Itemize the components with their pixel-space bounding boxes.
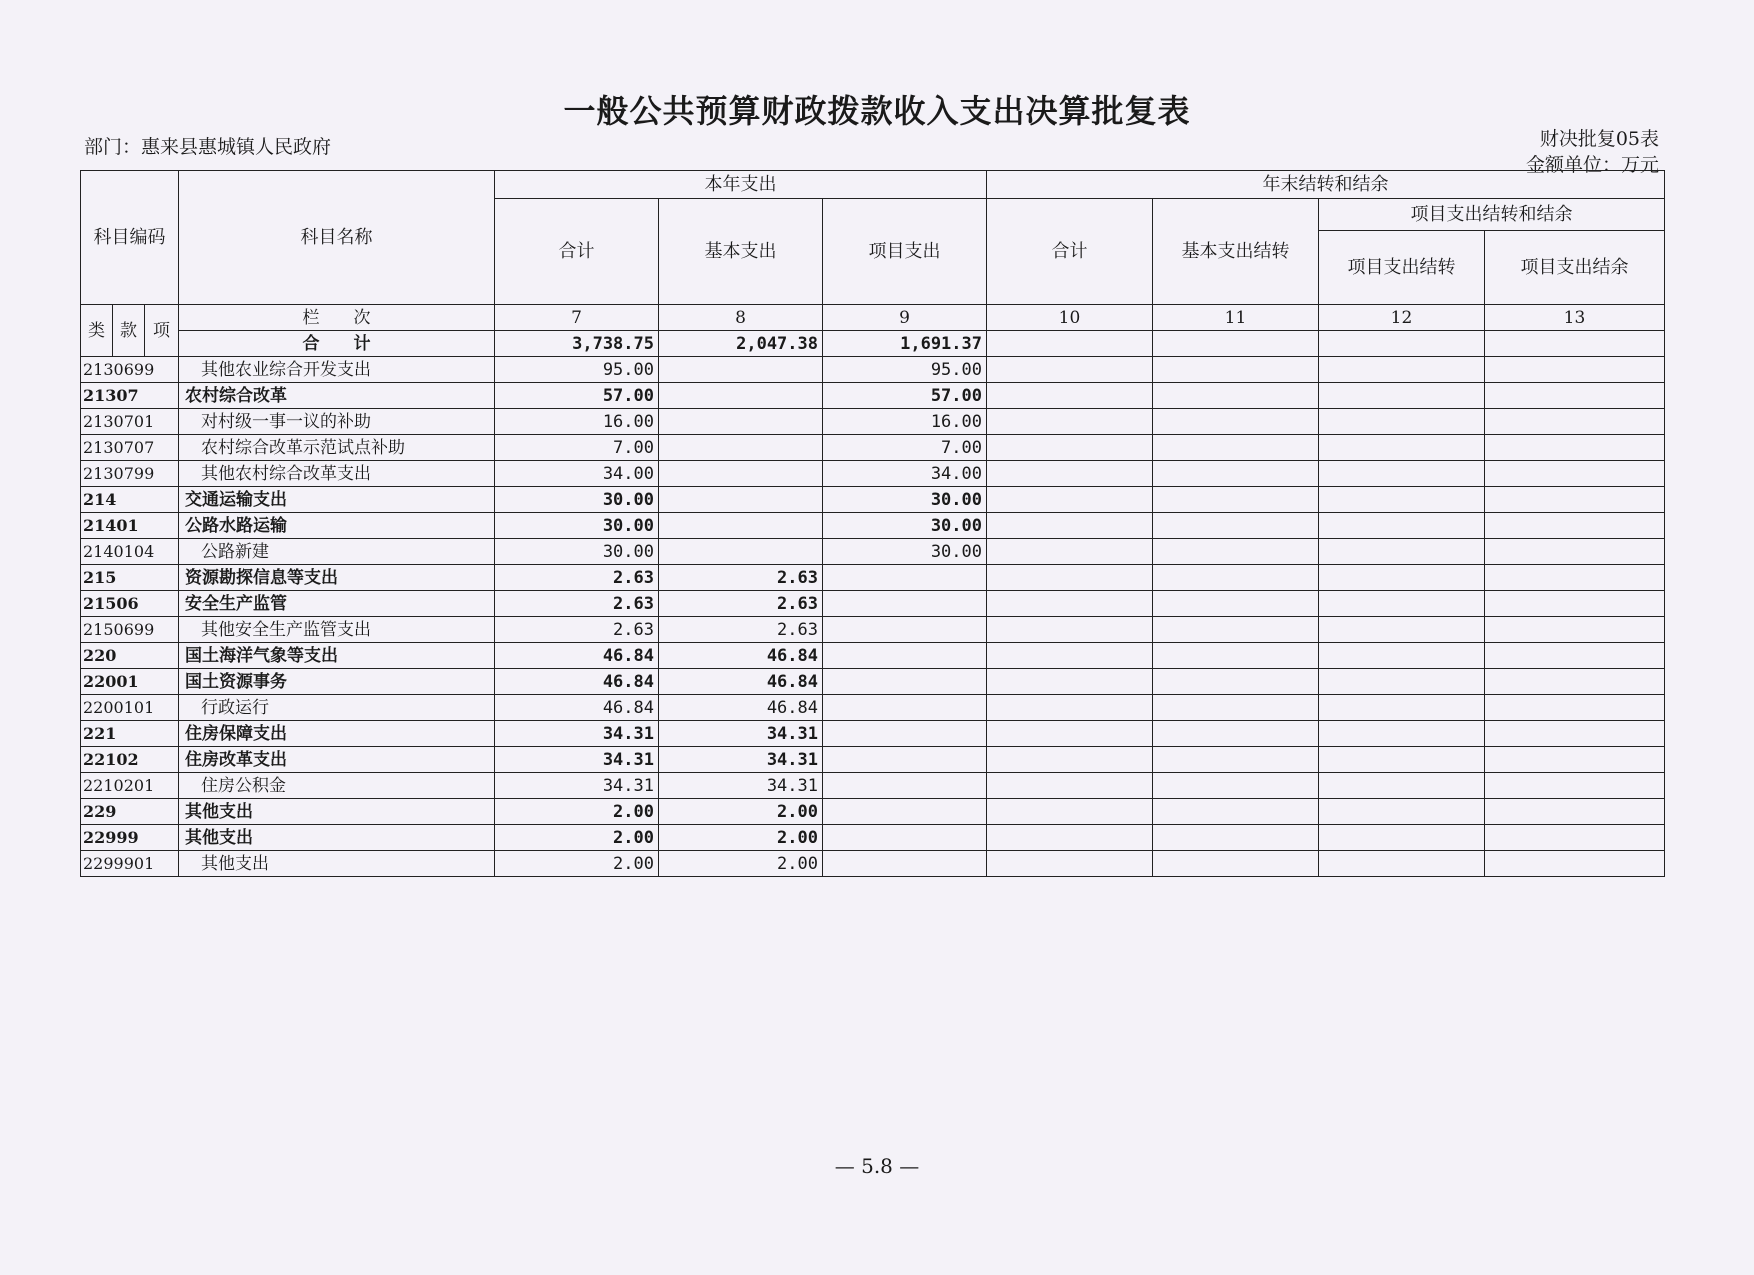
year-end-cell (1153, 565, 1319, 591)
year-end-cell (987, 591, 1153, 617)
year-end-cell (987, 721, 1153, 747)
col-num: 13 (1485, 305, 1665, 331)
column-index-label: 栏 次 (179, 305, 495, 331)
year-end-cell (1153, 383, 1319, 409)
year-end-cell (1319, 851, 1485, 877)
year-end-cell (1485, 851, 1665, 877)
subject-code-cell: 21506 (81, 591, 179, 617)
year-end-cell (1153, 539, 1319, 565)
project-cell (823, 773, 987, 799)
subject-name-cell: 住房公积金 (179, 773, 495, 799)
year-end-cell (1319, 539, 1485, 565)
project-cell: 57.00 (823, 383, 987, 409)
project-cell (823, 591, 987, 617)
year-end-cell (1153, 825, 1319, 851)
subject-name-cell: 其他农村综合改革支出 (179, 461, 495, 487)
col-num: 10 (987, 305, 1153, 331)
year-end-cell (987, 799, 1153, 825)
project-cell (823, 721, 987, 747)
year-end-cell (987, 409, 1153, 435)
year-end-cell (1485, 513, 1665, 539)
project-cell: 16.00 (823, 409, 987, 435)
subject-name-cell: 农村综合改革示范试点补助 (179, 435, 495, 461)
year-end-cell (1153, 513, 1319, 539)
form-number: 财决批复05表 (1539, 128, 1659, 150)
year-end-cell (1319, 669, 1485, 695)
table-row (81, 591, 1665, 617)
year-end-cell (1319, 435, 1485, 461)
year-end-cell (1319, 643, 1485, 669)
year-end-cell (987, 435, 1153, 461)
year-end-cell (1485, 565, 1665, 591)
col-num: 7 (495, 305, 659, 331)
total-cell: 34.31 (495, 747, 659, 773)
basic-cell (659, 409, 823, 435)
project-cell: 30.00 (823, 487, 987, 513)
subject-name-cell: 公路水路运输 (179, 513, 495, 539)
page-number: — 5.8 — (834, 1154, 920, 1178)
year-end-cell (1319, 825, 1485, 851)
subject-code-cell: 229 (81, 799, 179, 825)
year-end-cell (1319, 513, 1485, 539)
year-end-cell (1319, 409, 1485, 435)
year-end-cell (1153, 669, 1319, 695)
subject-code-cell: 2130699 (81, 357, 179, 383)
subject-name-cell: 其他支出 (179, 825, 495, 851)
amount-unit: 金额单位：万元 (1525, 154, 1659, 176)
total-row-basic: 2,047.38 (659, 331, 823, 357)
subject-code-cell: 22999 (81, 825, 179, 851)
table-row (81, 617, 1665, 643)
year-end-cell (1153, 851, 1319, 877)
subject-name-cell: 住房保障支出 (179, 721, 495, 747)
subject-code-cell: 2200101 (81, 695, 179, 721)
year-end-cell (987, 461, 1153, 487)
basic-cell: 2.63 (659, 565, 823, 591)
lei-header: 类 (81, 305, 113, 357)
total-cell: 46.84 (495, 643, 659, 669)
basic-cell (659, 435, 823, 461)
xiang-header: 项 (145, 305, 179, 357)
year-end-cell (987, 773, 1153, 799)
project-cell (823, 617, 987, 643)
col-num: 12 (1319, 305, 1485, 331)
project-balance-header: 项目支出结余 (1485, 231, 1665, 305)
year-end-cell (1153, 799, 1319, 825)
total-cell: 2.63 (495, 565, 659, 591)
subject-name-cell: 公路新建 (179, 539, 495, 565)
basic-cell: 2.63 (659, 591, 823, 617)
year-end-cell (1485, 695, 1665, 721)
year-end-cell (1319, 799, 1485, 825)
basic-cell: 46.84 (659, 643, 823, 669)
basic-cell: 2.63 (659, 617, 823, 643)
total-cell: 2.00 (495, 799, 659, 825)
project-cell (823, 747, 987, 773)
subject-code-cell: 2130701 (81, 409, 179, 435)
page-title: 一般公共预算财政拨款收入支出决算批复表 (563, 92, 1191, 130)
subject-code-cell: 21307 (81, 383, 179, 409)
col-num: 8 (659, 305, 823, 331)
year-end-cell (987, 539, 1153, 565)
year-end-cell (1319, 747, 1485, 773)
col-num: 9 (823, 305, 987, 331)
year-end-cell (1153, 695, 1319, 721)
basic-cell (659, 357, 823, 383)
year-end-cell (1485, 773, 1665, 799)
year-end-cell (1319, 695, 1485, 721)
total-cell: 16.00 (495, 409, 659, 435)
basic-cell (659, 539, 823, 565)
project-cell: 7.00 (823, 435, 987, 461)
project-cell: 30.00 (823, 513, 987, 539)
total-cell: 30.00 (495, 539, 659, 565)
subject-name-cell: 行政运行 (179, 695, 495, 721)
total-cell: 2.00 (495, 825, 659, 851)
basic-carry-header: 基本支出结转 (1153, 199, 1319, 305)
year-end-cell (1153, 617, 1319, 643)
project-cell (823, 851, 987, 877)
current-year-header: 本年支出 (495, 171, 987, 199)
table-row (81, 539, 1665, 565)
table-row (81, 799, 1665, 825)
year-end-cell (1319, 721, 1485, 747)
total-cell: 34.00 (495, 461, 659, 487)
year-end-cell (1319, 591, 1485, 617)
year-end-cell (1319, 617, 1485, 643)
subject-code-cell: 2130799 (81, 461, 179, 487)
subject-name-cell: 住房改革支出 (179, 747, 495, 773)
subject-name-cell: 资源勘探信息等支出 (179, 565, 495, 591)
year-end-cell (1485, 409, 1665, 435)
table-row (81, 851, 1665, 877)
subject-code-cell: 2299901 (81, 851, 179, 877)
year-end-cell (1319, 383, 1485, 409)
total-cell: 2.63 (495, 591, 659, 617)
project-cell: 34.00 (823, 461, 987, 487)
project-carry-header: 项目支出结转 (1319, 231, 1485, 305)
total-row-total: 3,738.75 (495, 331, 659, 357)
year-end-cell (1153, 487, 1319, 513)
year-end-cell (1319, 565, 1485, 591)
year-end-cell (1319, 357, 1485, 383)
year-end-cell (1485, 435, 1665, 461)
year-end-cell (1485, 539, 1665, 565)
year-end-cell (987, 851, 1153, 877)
year-end-cell (1485, 825, 1665, 851)
basic-cell: 2.00 (659, 851, 823, 877)
year-end-cell (1319, 487, 1485, 513)
total-cell: 57.00 (495, 383, 659, 409)
table-row (81, 825, 1665, 851)
year-end-cell (1319, 461, 1485, 487)
year-end-cell (987, 357, 1153, 383)
subject-code-cell: 221 (81, 721, 179, 747)
total-row-project: 1,691.37 (823, 331, 987, 357)
basic-cell: 46.84 (659, 695, 823, 721)
year-end-cell (987, 825, 1153, 851)
project-header: 项目支出 (823, 199, 987, 305)
year-end-cell (1485, 357, 1665, 383)
year-end-cell (987, 643, 1153, 669)
subject-code-cell: 22102 (81, 747, 179, 773)
kuan-header: 款 (113, 305, 145, 357)
year-end-cell (1485, 721, 1665, 747)
project-cell (823, 643, 987, 669)
subject-code-cell: 2150699 (81, 617, 179, 643)
project-cell (823, 825, 987, 851)
total-cell: 2.00 (495, 851, 659, 877)
basic-cell: 34.31 (659, 721, 823, 747)
total-cell: 34.31 (495, 721, 659, 747)
basic-cell (659, 383, 823, 409)
year-end-cell (1485, 799, 1665, 825)
year-end-cell (1153, 461, 1319, 487)
year-end-cell (987, 617, 1153, 643)
budget-table (80, 170, 1665, 877)
table-row (81, 747, 1665, 773)
total-cell: 95.00 (495, 357, 659, 383)
basic-header: 基本支出 (659, 199, 823, 305)
year-end-cell (1485, 643, 1665, 669)
subject-name-cell: 对村级一事一议的补助 (179, 409, 495, 435)
project-cell (823, 565, 987, 591)
subject-code-cell: 22001 (81, 669, 179, 695)
subject-code-cell: 2140104 (81, 539, 179, 565)
project-cell (823, 695, 987, 721)
year-end-cell (1319, 773, 1485, 799)
table-row (81, 669, 1665, 695)
subject-name-cell: 其他支出 (179, 851, 495, 877)
project-cell: 30.00 (823, 539, 987, 565)
basic-cell: 34.31 (659, 747, 823, 773)
subject-code-header: 科目编码 (81, 171, 179, 305)
basic-cell: 46.84 (659, 669, 823, 695)
subject-name-cell: 安全生产监管 (179, 591, 495, 617)
total-cell: 30.00 (495, 513, 659, 539)
table-row (81, 565, 1665, 591)
year-end-cell (1485, 461, 1665, 487)
year-end-cell (1153, 643, 1319, 669)
table-row (81, 435, 1665, 461)
total-cell: 7.00 (495, 435, 659, 461)
subject-code-cell: 2130707 (81, 435, 179, 461)
year-end-cell (1153, 357, 1319, 383)
project-cell (823, 799, 987, 825)
subject-code-cell: 214 (81, 487, 179, 513)
subject-name-cell: 交通运输支出 (179, 487, 495, 513)
year-end-cell (1153, 747, 1319, 773)
year-end-cell (987, 565, 1153, 591)
year-end-cell (987, 487, 1153, 513)
year-end-cell (1153, 435, 1319, 461)
table-row (81, 487, 1665, 513)
table-row (81, 383, 1665, 409)
year-end-cell (1153, 409, 1319, 435)
year-end-cell (1485, 747, 1665, 773)
table-row (81, 513, 1665, 539)
year-end-cell (987, 747, 1153, 773)
basic-cell: 2.00 (659, 825, 823, 851)
total-row-label: 合 计 (179, 331, 495, 357)
year-end-cell (1153, 773, 1319, 799)
subject-name-header: 科目名称 (179, 171, 495, 305)
subject-code-cell: 21401 (81, 513, 179, 539)
subject-name-cell: 其他支出 (179, 799, 495, 825)
table-row (81, 773, 1665, 799)
subject-code-cell: 2210201 (81, 773, 179, 799)
basic-cell (659, 513, 823, 539)
subject-name-cell: 国土资源事务 (179, 669, 495, 695)
total-header: 合计 (495, 199, 659, 305)
subject-name-cell: 国土海洋气象等支出 (179, 643, 495, 669)
year-end-cell (987, 669, 1153, 695)
total-cell: 46.84 (495, 695, 659, 721)
table-row (81, 357, 1665, 383)
subject-name-cell: 其他安全生产监管支出 (179, 617, 495, 643)
year-end-cell (987, 513, 1153, 539)
table-row (81, 695, 1665, 721)
subject-name-cell: 其他农业综合开发支出 (179, 357, 495, 383)
ye-total-header: 合计 (987, 199, 1153, 305)
subject-code-cell: 220 (81, 643, 179, 669)
year-end-cell (1153, 591, 1319, 617)
year-end-cell (1153, 721, 1319, 747)
year-end-cell (1485, 591, 1665, 617)
table-row (81, 721, 1665, 747)
department-label: 部门：惠来县惠城镇人民政府 (84, 136, 332, 158)
table-row (81, 461, 1665, 487)
year-end-cell (1485, 383, 1665, 409)
project-carry-group-header: 项目支出结转和结余 (1319, 199, 1665, 231)
total-cell: 34.31 (495, 773, 659, 799)
year-end-cell (987, 695, 1153, 721)
year-end-cell (1485, 617, 1665, 643)
total-cell: 30.00 (495, 487, 659, 513)
year-end-header: 年末结转和结余 (987, 171, 1665, 199)
basic-cell (659, 461, 823, 487)
basic-cell: 2.00 (659, 799, 823, 825)
subject-code-cell: 215 (81, 565, 179, 591)
total-cell: 46.84 (495, 669, 659, 695)
table-row (81, 409, 1665, 435)
basic-cell (659, 487, 823, 513)
year-end-cell (987, 383, 1153, 409)
basic-cell: 34.31 (659, 773, 823, 799)
project-cell: 95.00 (823, 357, 987, 383)
project-cell (823, 669, 987, 695)
col-num: 11 (1153, 305, 1319, 331)
year-end-cell (1485, 487, 1665, 513)
total-cell: 2.63 (495, 617, 659, 643)
year-end-cell (1485, 669, 1665, 695)
subject-name-cell: 农村综合改革 (179, 383, 495, 409)
table-row (81, 643, 1665, 669)
